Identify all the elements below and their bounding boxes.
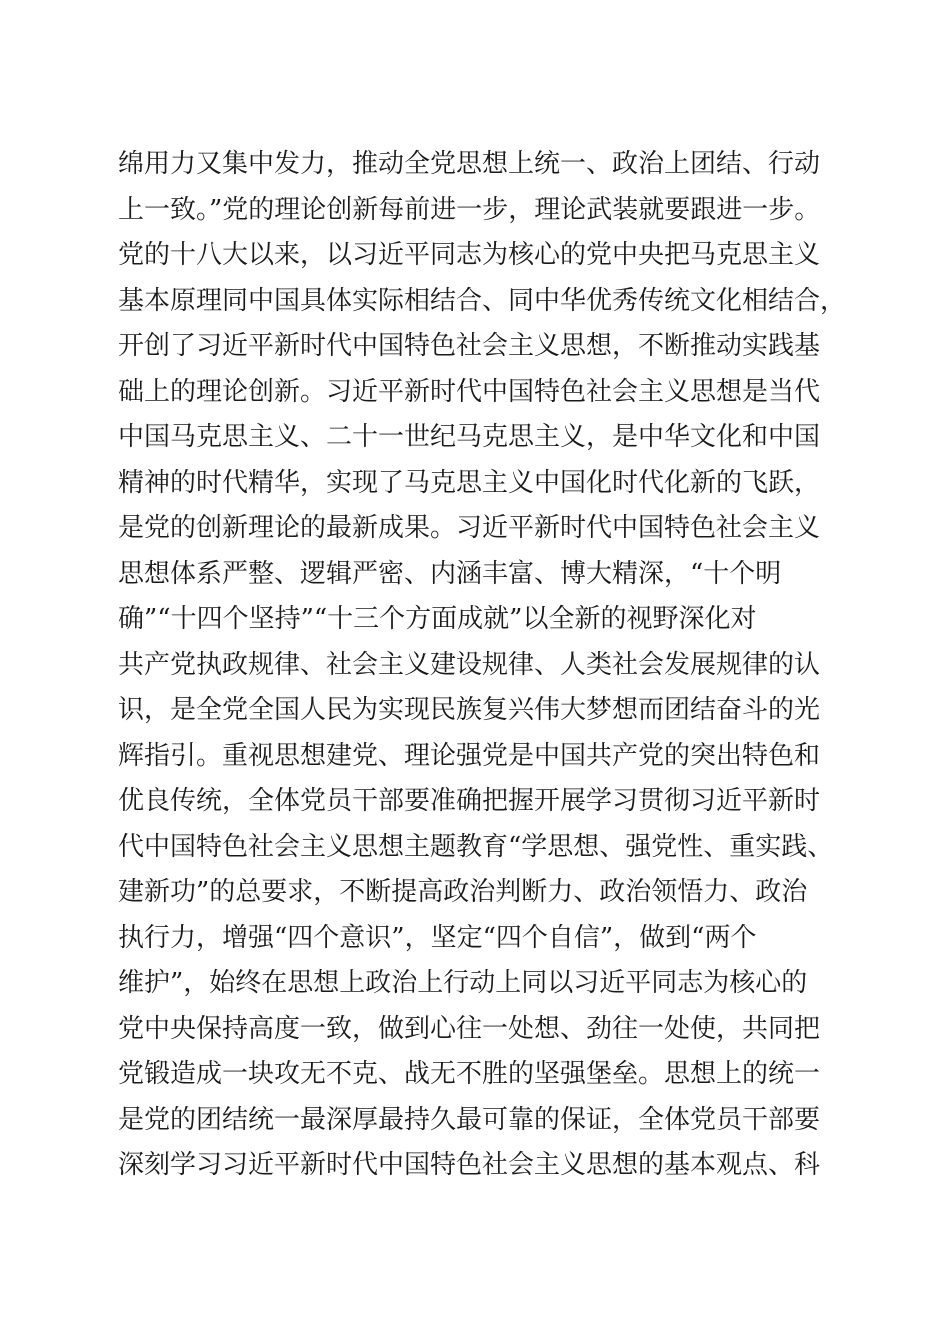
text-line: 执行力，增强“四个意识”，坚定“四个自信”，做到“两个: [118, 922, 757, 953]
text-line: 党中央保持高度一致，做到心往一处想、劲往一处使，共同把: [118, 1013, 821, 1044]
text-line: 思想体系严整、逻辑严密、内涵丰富、博大精深，“十个明: [118, 558, 782, 589]
text-line: 础上的理论创新。习近平新时代中国特色社会主义思想是当代: [118, 376, 821, 407]
text-line: 党的十八大以来，以习近平同志为核心的党中央把马克思主义: [118, 240, 821, 270]
text-line: 辉指引。重视思想建党、理论强党是中国共产党的突出特色和: [118, 740, 821, 771]
text-line: 精神的时代精华，实现了马克思主义中国化时代化新的飞跃，: [118, 467, 821, 498]
text-line: 是党的团结统一最深厚最持久最可靠的保证，全体党员干部要: [118, 1104, 821, 1135]
text-line: 代中国特色社会主义思想主题教育“学思想、强党性、重实践、: [118, 831, 834, 862]
text-line: 确”“十四个坚持”“十三个方面成就”以全新的视野深化对: [118, 604, 757, 634]
text-line: 开创了习近平新时代中国特色社会主义思想，不断推动实践基: [118, 331, 821, 361]
text-line: 党锻造成一块攻无不克、战无不胜的坚强堡垒。思想上的统一: [118, 1059, 821, 1089]
text-line: 优良传统，全体党员干部要准确把握开展学习贯彻习近平新时: [118, 786, 821, 816]
text-line: 维护”，始终在思想上政治上行动上同以习近平同志为核心的: [118, 968, 808, 998]
text-line: 建新功”的总要求，不断提高政治判断力、政治领悟力、政治: [118, 877, 808, 907]
text-line: 识，是全党全国人民为实现民族复兴伟大梦想而团结奋斗的光: [118, 695, 821, 725]
body-text: [118, 142, 858, 1189]
text-line: 是党的创新理论的最新成果。习近平新时代中国特色社会主义: [118, 513, 821, 543]
text-line: 基本原理同中国具体实际相结合、同中华优秀传统文化相结合，: [118, 285, 847, 316]
text-line: 深刻学习习近平新时代中国特色社会主义思想的基本观点、科: [118, 1150, 821, 1180]
text-line: 上一致。”党的理论创新每前进一步，理论武装就要跟进一步。: [118, 194, 821, 225]
text-line: 中国马克思主义、二十一世纪马克思主义，是中华文化和中国: [118, 422, 821, 452]
text-line: 绵用力又集中发力，推动全党思想上统一、政治上团结、行动: [118, 149, 821, 179]
text-line: 共产党执政规律、社会主义建设规律、人类社会发展规律的认: [118, 649, 821, 680]
